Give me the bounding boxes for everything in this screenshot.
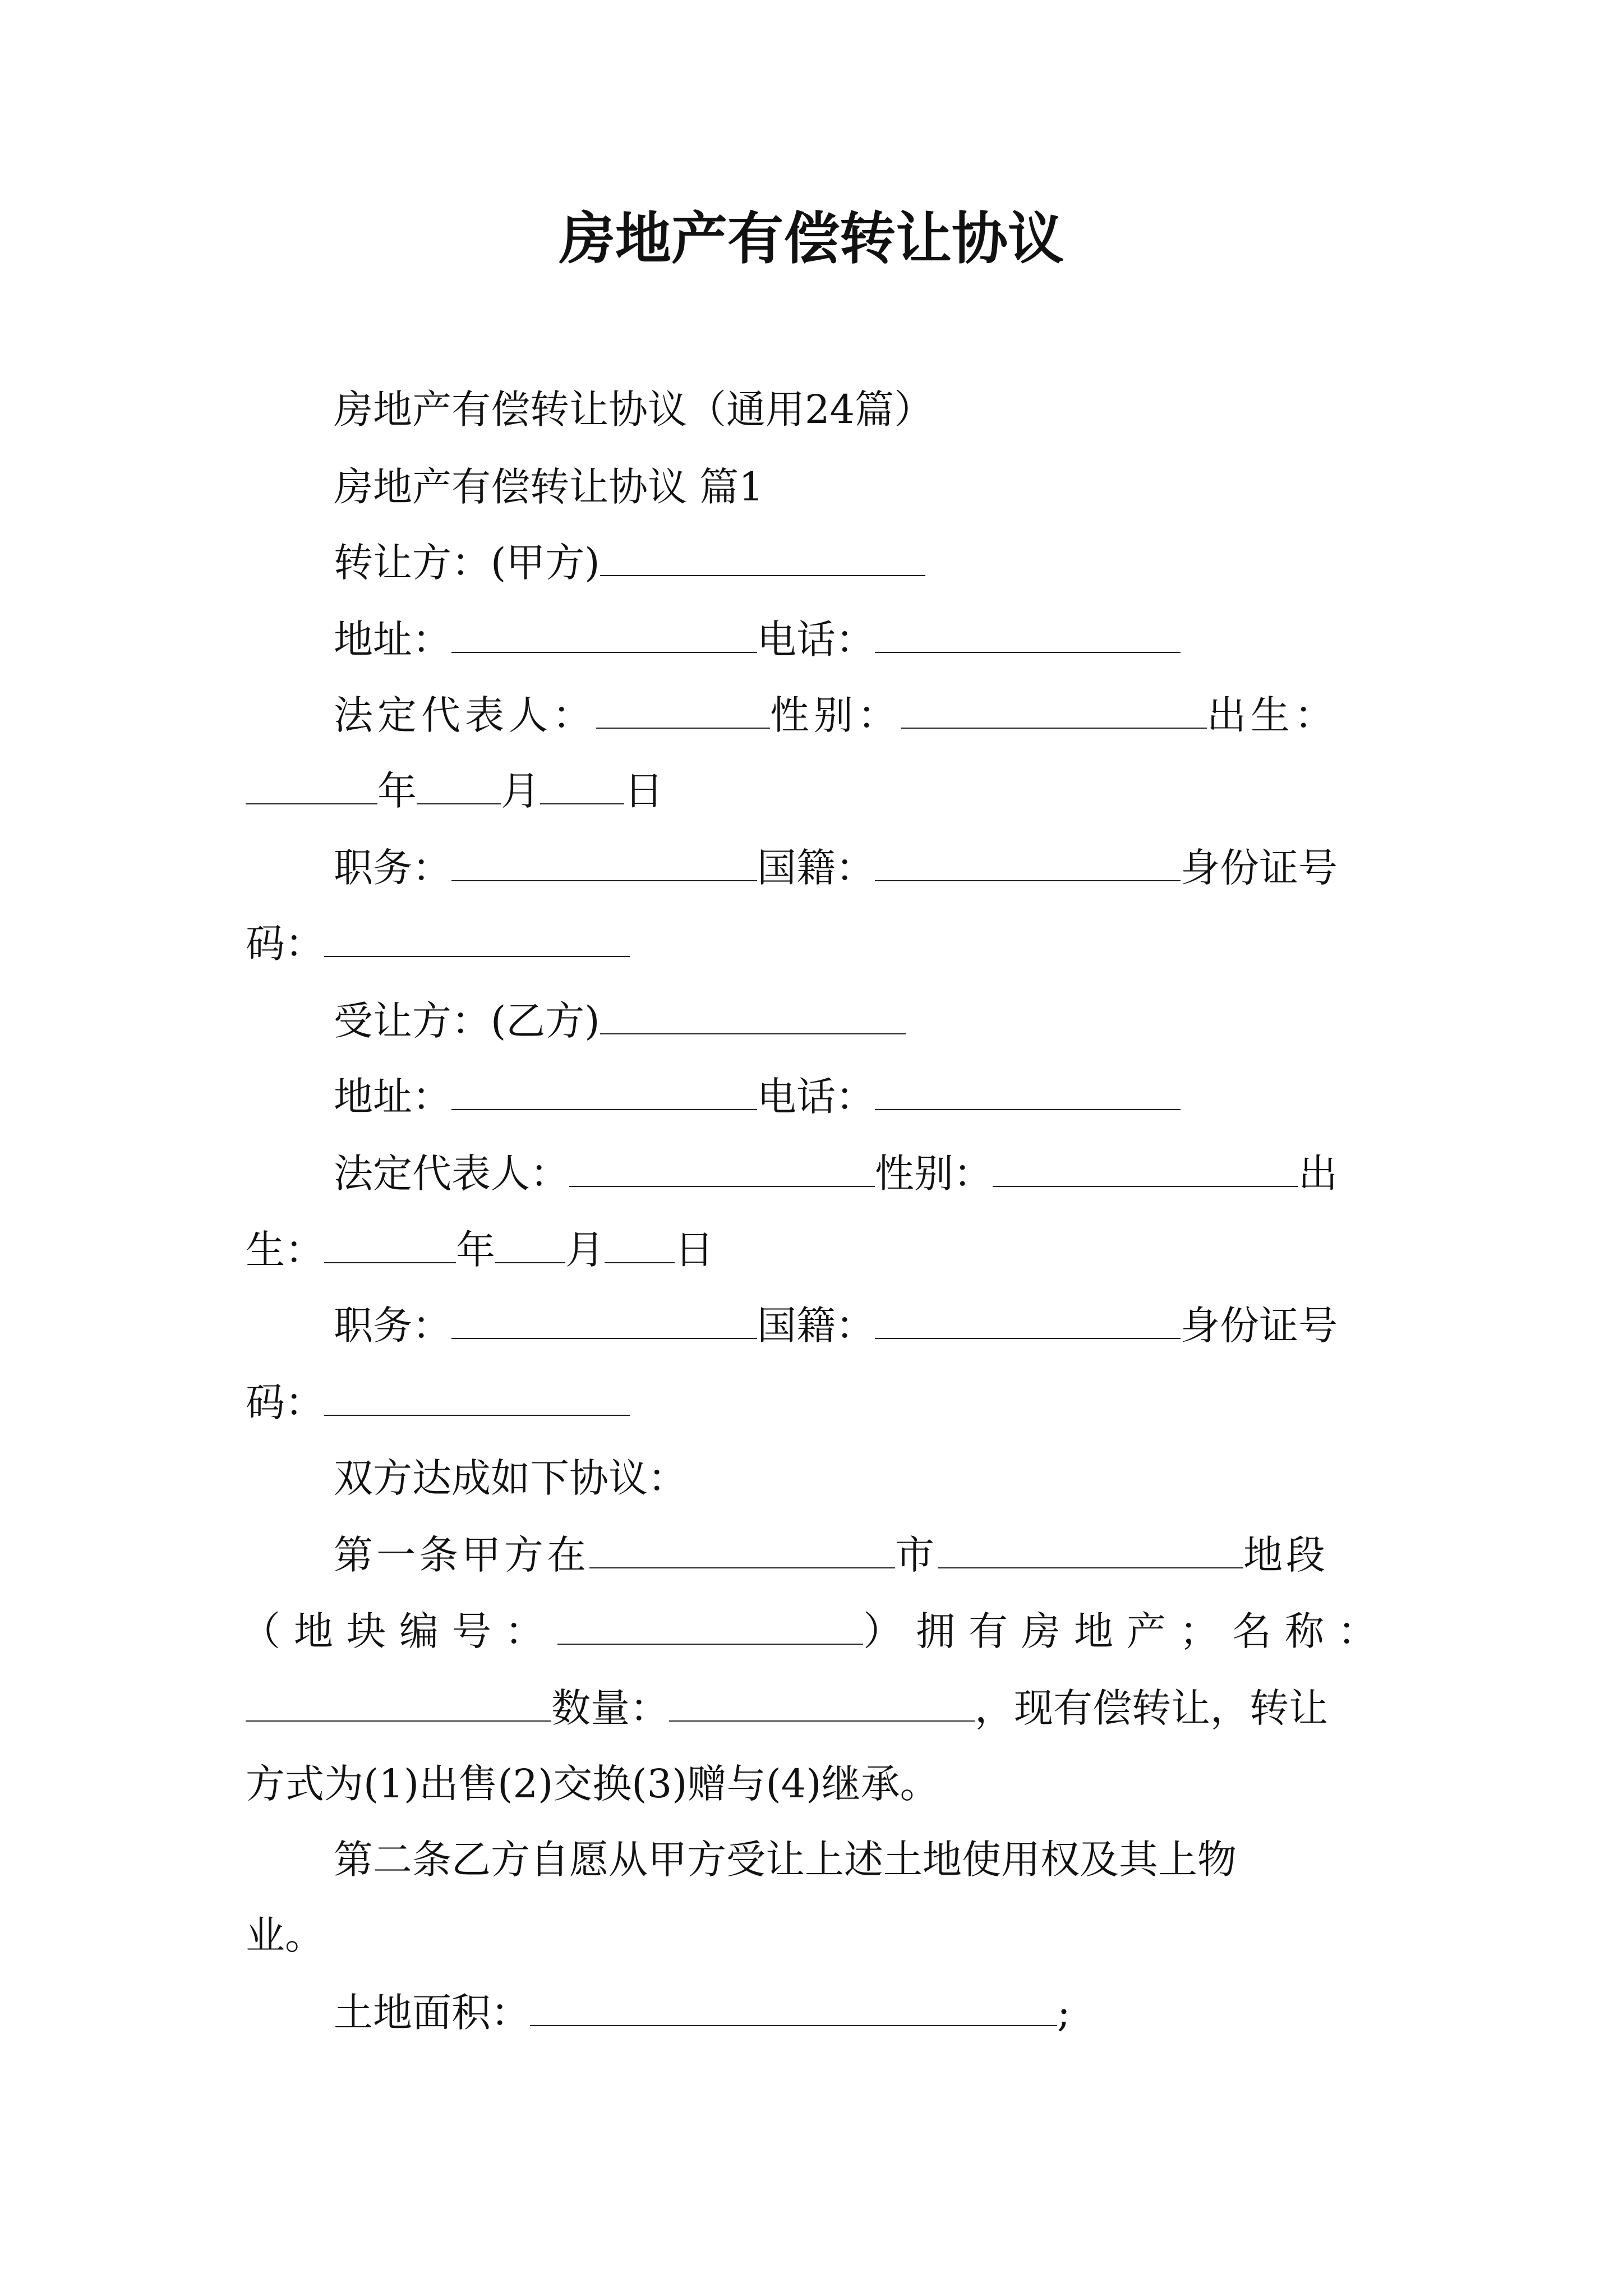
article-1-text-d: （地块编号：: [241, 1608, 557, 1654]
party-a-address-label: 地址：: [334, 616, 451, 662]
party-a-rep-label: 法定代表人：: [334, 692, 596, 738]
party-b-position-line: [334, 1297, 1338, 1354]
agreement-intro: 双方达成如下协议：: [334, 1455, 687, 1501]
party-a-nationality-blank[interactable]: [875, 844, 1181, 881]
party-b-address-label: 地址：: [334, 1074, 451, 1120]
party-b-name-blank[interactable]: [600, 997, 906, 1034]
party-a-rep-line: [334, 687, 1338, 743]
party-b-position-label: 职务：: [334, 1303, 451, 1349]
property-name-blank[interactable]: [246, 1685, 551, 1722]
party-a-birth-month-blank[interactable]: [417, 767, 501, 804]
article-1-line-3: [246, 1680, 1328, 1736]
party-b-year-label: 年: [456, 1227, 495, 1273]
party-a-id-label-cont: 码：: [246, 921, 324, 967]
party-a-gender-blank[interactable]: [901, 692, 1207, 729]
party-b-rep-line: [334, 1145, 1338, 1202]
district-blank[interactable]: [938, 1531, 1243, 1568]
party-a-birth-date-line: [246, 763, 663, 819]
article-1-text-b: 市: [895, 1532, 938, 1578]
party-b-birth-date-line: [246, 1222, 714, 1278]
party-b-nationality-label: 国籍：: [757, 1303, 875, 1349]
article-1-text-c: 地段: [1243, 1532, 1329, 1578]
party-b-birth-label: 出: [1298, 1151, 1338, 1197]
party-b-id-line: [246, 1374, 630, 1430]
party-b-id-blank[interactable]: [324, 1379, 630, 1416]
party-a-position-label: 职务：: [334, 845, 451, 891]
party-b-label: 受让方：(乙方): [334, 998, 600, 1044]
party-a-day-label: 日: [624, 768, 663, 814]
party-b-phone-blank[interactable]: [875, 1073, 1181, 1110]
party-b-address-blank[interactable]: [451, 1073, 757, 1110]
party-b-day-label: 日: [675, 1227, 714, 1273]
party-b-birth-month-blank[interactable]: [495, 1226, 565, 1263]
document-title: 房地产有偿转让协议: [559, 205, 1064, 272]
land-area-blank[interactable]: [530, 1989, 1057, 2026]
party-a-name-blank[interactable]: [600, 539, 925, 576]
party-b-nationality-blank[interactable]: [875, 1302, 1181, 1339]
party-a-position-line: [334, 840, 1338, 896]
subtitle: 房地产有偿转让协议（通用24篇）: [334, 386, 934, 432]
article-1-text-a: 第一条甲方在: [334, 1532, 589, 1578]
party-b-id-label: 身份证号: [1181, 1303, 1338, 1349]
party-b-line: [334, 993, 906, 1049]
party-b-birth-label-cont: 生：: [246, 1227, 324, 1273]
article-1-text-e: ）拥有房地产；名称：: [863, 1608, 1390, 1654]
party-b-birth-year-blank[interactable]: [324, 1226, 456, 1263]
land-area-line: [334, 1985, 1071, 2041]
party-a-address-blank[interactable]: [451, 616, 757, 653]
party-b-gender-label: 性别：: [875, 1151, 993, 1197]
party-a-phone-blank[interactable]: [875, 616, 1181, 653]
article-1-line-1: [334, 1527, 1329, 1583]
party-b-birth-day-blank[interactable]: [605, 1226, 675, 1263]
party-a-rep-blank[interactable]: [596, 692, 770, 729]
party-b-position-blank[interactable]: [451, 1302, 757, 1339]
party-b-month-label: 月: [565, 1227, 605, 1273]
party-a-address-line: [334, 611, 1181, 668]
land-area-end: ;: [1057, 1990, 1071, 2036]
article-1-text-g: ，现有偿转让，转让: [975, 1685, 1328, 1731]
party-b-gender-blank[interactable]: [993, 1150, 1298, 1187]
party-a-gender-label: 性别：: [770, 692, 901, 738]
article-2-line-2: 业。: [246, 1912, 324, 1958]
party-b-rep-blank[interactable]: [569, 1150, 875, 1187]
party-a-line: [334, 535, 925, 591]
party-a-birth-day-blank[interactable]: [540, 767, 624, 804]
party-b-rep-label: 法定代表人：: [334, 1151, 569, 1197]
article-1-text-f: 数量：: [551, 1685, 669, 1731]
quantity-blank[interactable]: [669, 1685, 975, 1722]
article-1-line-4: 方式为(1)出售(2)交换(3)赠与(4)继承。: [246, 1761, 939, 1807]
chapter-heading: 房地产有偿转让协议 篇1: [334, 464, 764, 510]
party-a-position-blank[interactable]: [451, 844, 757, 881]
article-2-line-1: 第二条乙方自愿从甲方受让上述土地使用权及其上物: [334, 1837, 1237, 1883]
party-a-year-label: 年: [377, 768, 417, 814]
land-area-label: 土地面积：: [334, 1990, 530, 2036]
party-b-address-line: [334, 1069, 1181, 1125]
party-a-id-line: [246, 915, 630, 972]
party-b-id-label-cont: 码：: [246, 1379, 324, 1425]
party-a-label: 转让方：(甲方): [334, 540, 600, 586]
party-a-id-label: 身份证号: [1181, 845, 1338, 891]
party-a-month-label: 月: [501, 768, 540, 814]
parcel-number-blank[interactable]: [557, 1608, 863, 1645]
city-blank[interactable]: [589, 1531, 895, 1568]
party-a-phone-label: 电话：: [757, 616, 875, 662]
party-b-phone-label: 电话：: [757, 1074, 875, 1120]
party-a-birth-label: 出生：: [1207, 692, 1338, 738]
party-a-nationality-label: 国籍：: [757, 845, 875, 891]
party-a-id-blank[interactable]: [324, 920, 630, 957]
article-1-line-2: [241, 1603, 1390, 1659]
party-a-birth-year-blank[interactable]: [246, 767, 377, 804]
